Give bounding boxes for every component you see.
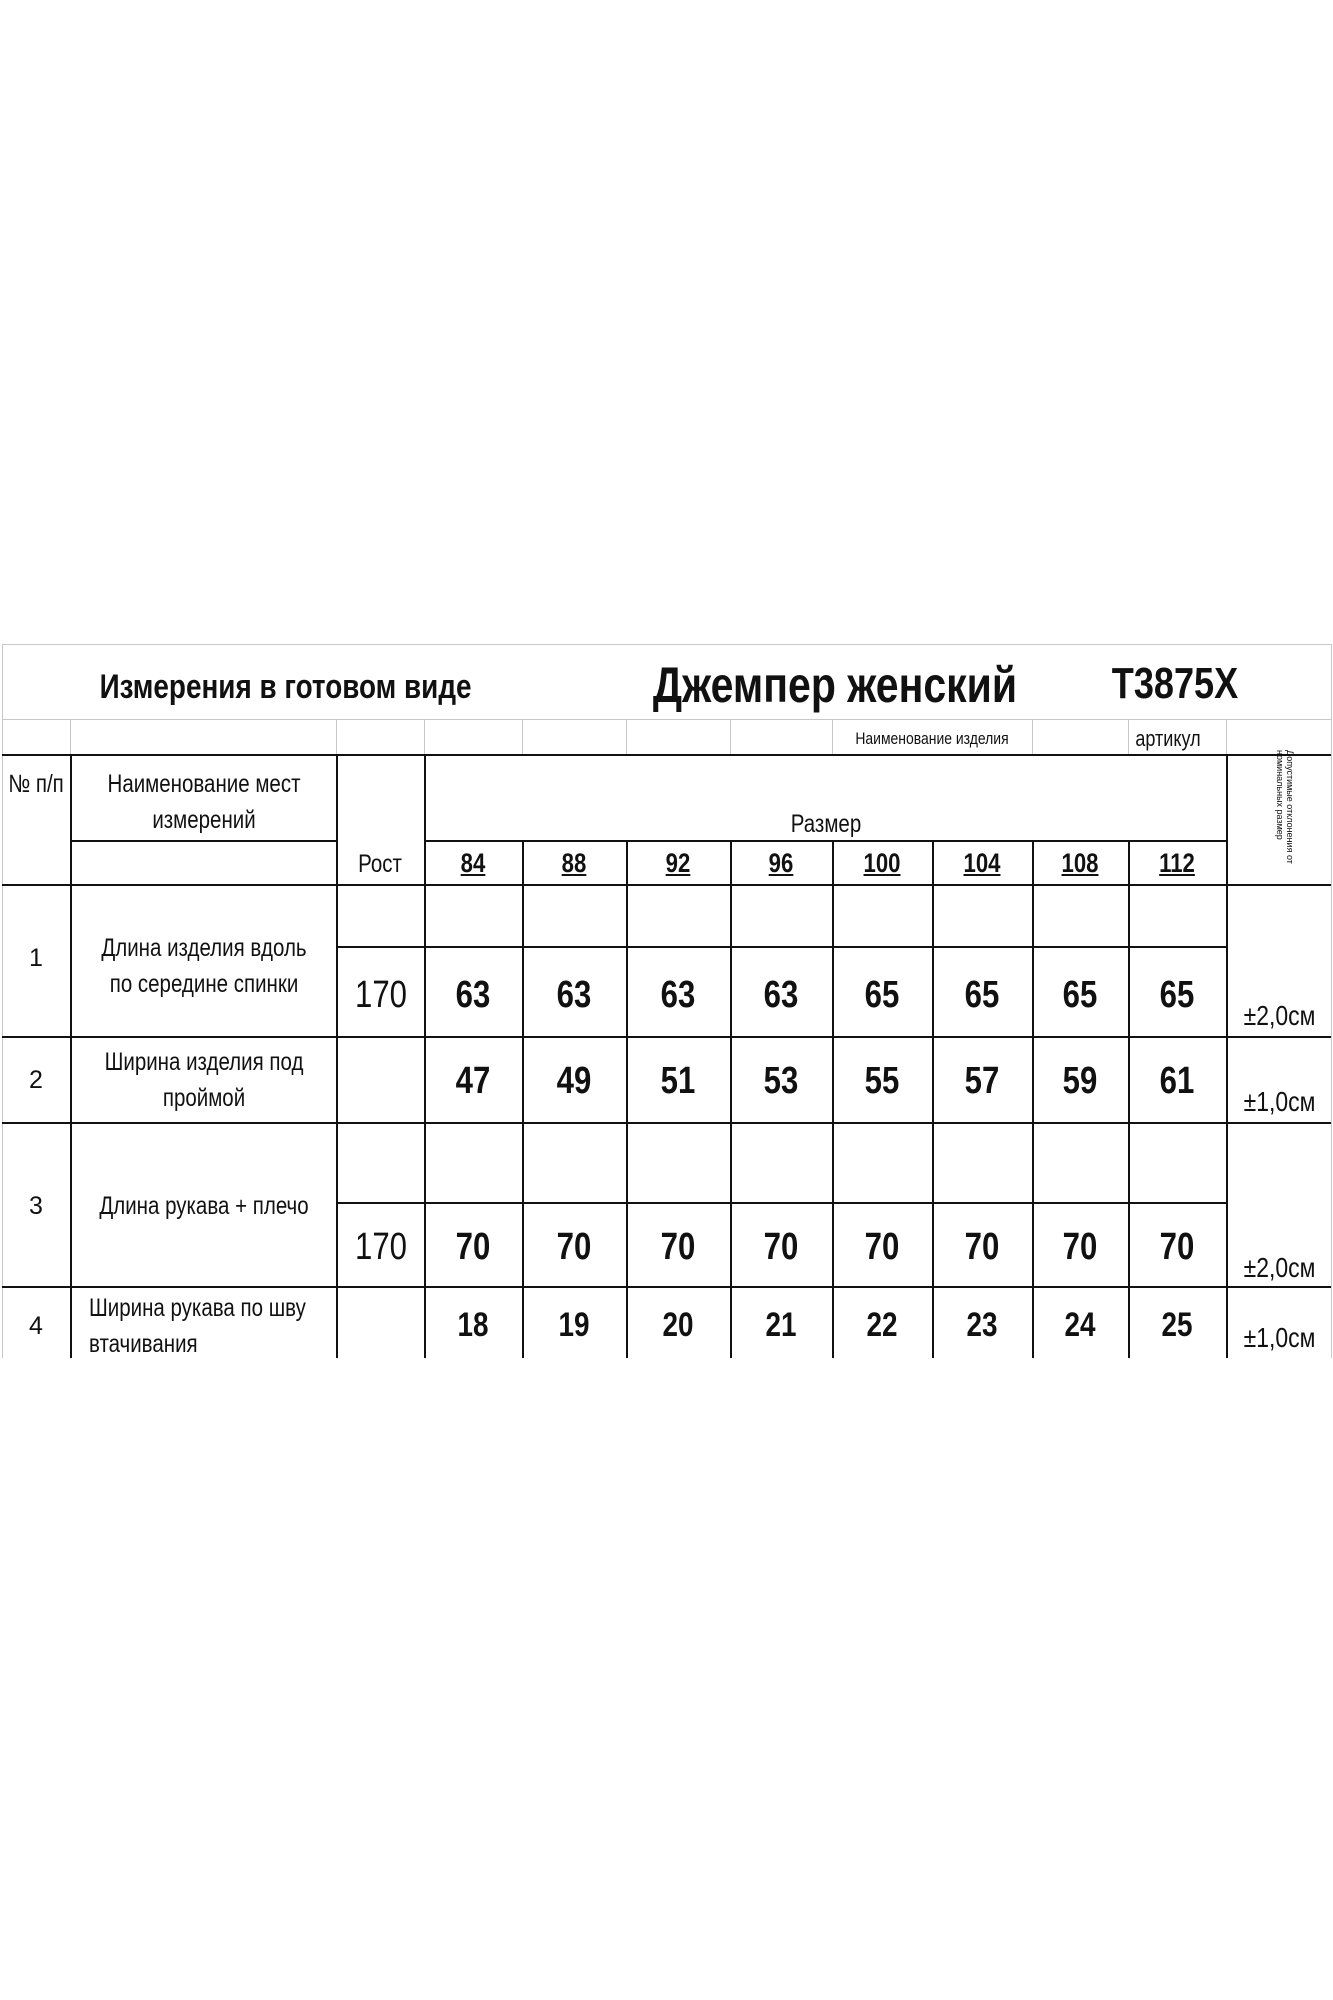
row-4-val-6: 24: [1064, 1306, 1096, 1344]
size-92: 92: [665, 848, 691, 878]
row-3-tolerance: ±2,0см: [1243, 1252, 1316, 1283]
row-1-val-7: 65: [1159, 974, 1195, 1016]
row-4-val-5: 23: [966, 1306, 998, 1344]
row-2-val-7: 61: [1159, 1060, 1195, 1102]
row-2-name: Ширина изделия под проймой: [104, 1048, 304, 1112]
row-2-tolerance: ±1,0см: [1243, 1086, 1316, 1117]
size-96: 96: [768, 848, 794, 878]
row-3-name: Длина рукава + плечо: [99, 1192, 309, 1220]
row-3-val-2: 70: [660, 1226, 696, 1268]
product-name: Джемпер женский: [652, 657, 1018, 713]
size-88: 88: [561, 848, 587, 878]
row-4-num: 4: [29, 1312, 43, 1340]
row-3-val-6: 70: [1062, 1226, 1098, 1268]
row-3-height: 170: [355, 1226, 407, 1268]
row-4-val-4: 22: [866, 1306, 898, 1344]
row-4-name: Ширина рукава по шву втачивания: [89, 1294, 306, 1358]
row-1-val-4: 65: [864, 974, 900, 1016]
row-4-tolerance: ±1,0см: [1243, 1322, 1316, 1353]
row-3-val-0: 70: [455, 1226, 491, 1268]
header-place: Наименование мест измерений: [107, 770, 301, 834]
row-1-name: Длина изделия вдоль по середине спинки: [101, 934, 307, 998]
row-3-val-4: 70: [864, 1226, 900, 1268]
row-1-val-3: 63: [763, 974, 799, 1016]
row-2-num: 2: [29, 1066, 43, 1094]
row-3-val-7: 70: [1159, 1226, 1195, 1268]
size-112: 112: [1159, 848, 1195, 878]
header-size: Размер: [790, 810, 862, 838]
row-3-val-5: 70: [964, 1226, 1000, 1268]
header-tolerance: Допустимые отклонения от номинальных размер: [1274, 750, 1295, 864]
row-1-height: 170: [355, 974, 407, 1016]
row-4-val-0: 18: [457, 1306, 489, 1344]
header-num: № п/п: [8, 770, 64, 798]
size-104: 104: [963, 848, 1001, 878]
row-3-val-1: 70: [556, 1226, 592, 1268]
size-100: 100: [863, 848, 901, 878]
row-2-val-6: 59: [1062, 1060, 1098, 1102]
row-3-num: 3: [29, 1192, 43, 1220]
size-84: 84: [460, 848, 486, 878]
row-2-val-5: 57: [964, 1060, 1000, 1102]
row-1-num: 1: [29, 944, 43, 972]
row-1-tolerance: ±2,0см: [1243, 1000, 1316, 1031]
row-2-val-3: 53: [763, 1060, 799, 1102]
row-1-val-0: 63: [455, 974, 491, 1016]
product-name-label: Наименование изделия: [855, 729, 1009, 748]
row-2-val-4: 55: [864, 1060, 900, 1102]
row-1-val-5: 65: [964, 974, 1000, 1016]
row-4-val-1: 19: [558, 1306, 590, 1344]
row-4-val-2: 20: [662, 1306, 694, 1344]
row-2-val-0: 47: [455, 1060, 491, 1102]
row-4-val-7: 25: [1161, 1306, 1193, 1344]
size-108: 108: [1061, 848, 1099, 878]
measurement-table: [0, 640, 1333, 1358]
row-4-val-3: 21: [765, 1306, 797, 1344]
row-1-val-2: 63: [660, 974, 696, 1016]
header-height: Рост: [358, 850, 402, 878]
row-1-val-1: 63: [556, 974, 592, 1016]
table-title: Измерения в готовом виде: [99, 668, 472, 706]
article-label: артикул: [1135, 726, 1201, 751]
row-2-val-1: 49: [556, 1060, 592, 1102]
row-3-val-3: 70: [763, 1226, 799, 1268]
article-code: Т3875Х: [1111, 659, 1239, 708]
row-1-val-6: 65: [1062, 974, 1098, 1016]
row-2-val-2: 51: [660, 1060, 696, 1102]
